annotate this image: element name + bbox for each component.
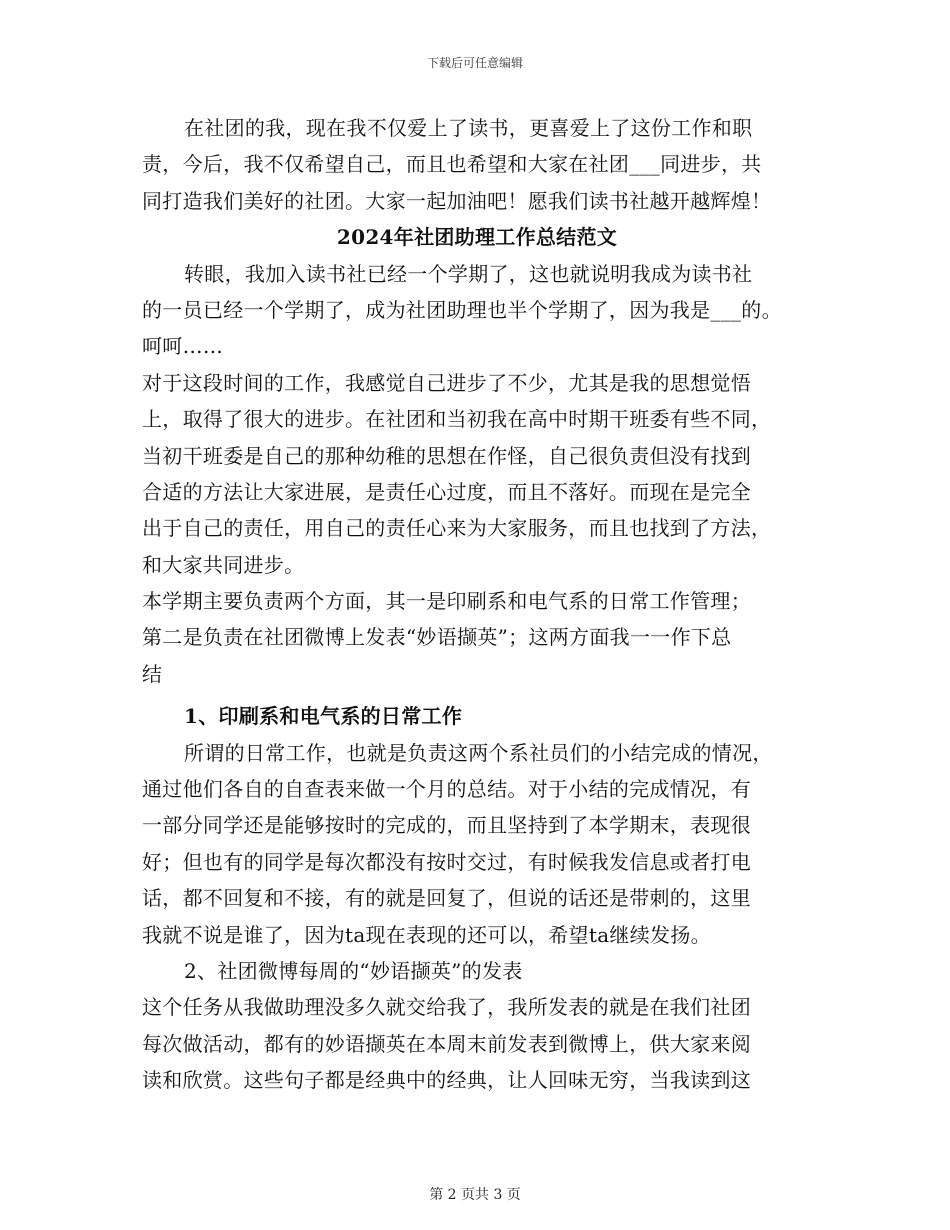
paragraph-line: 当初干班委是自己的那种幼稚的思想在作怪，自己很负责但没有找到: [142, 443, 751, 468]
paragraph-line: 出于自己的责任，用自己的责任心来为大家服务，而且也找到了方法，: [142, 516, 772, 541]
paragraph-line: 每次做活动，都有的妙语撷英在本周末前发表到微博上，供大家来阅: [142, 1031, 751, 1056]
paragraph-line: 合适的方法让大家进展，是责任心过度，而且不落好。而现在是完全: [142, 479, 751, 504]
section-heading: 2、社团微博每周的“妙语撷英”的发表: [184, 958, 523, 983]
paragraph-line: 一部分同学还是能够按时的完成的，而且坚持到了本学期末，表现很: [142, 813, 751, 838]
paragraph-line: 转眼，我加入读书社已经一个学期了，这也就说明我成为读书社: [184, 261, 753, 286]
paragraph-line: 通过他们各自的自查表来做一个月的总结。对于小结的完成情况，有: [142, 777, 751, 802]
page-header: 下载后可任意编辑: [426, 56, 523, 70]
paragraph-line: 在社团的我，现在我不仅爱上了读书，更喜爱上了这份工作和职: [184, 116, 753, 140]
document-body: [142, 110, 812, 1099]
paragraph-line: 第二是负责在社团微博上发表“妙语撷英”；这两方面我一一作下总: [142, 625, 732, 650]
section-heading: 1、印刷系和电气系的日常工作: [184, 704, 463, 729]
page-footer: 第 2 页共 3 页: [429, 1187, 521, 1203]
paragraph-line: 这个任务从我做助理没多久就交给我了，我所发表的就是在我们社团: [142, 995, 751, 1020]
paragraph-line: 的一员已经一个学期了，成为社团助理也半个学期了，因为我是___的。: [142, 297, 782, 322]
paragraph-line: 上，取得了很大的进步。在社团和当初我在高中时期干班委有些不同，: [142, 407, 772, 432]
paragraph-line: 同打造我们美好的社团。大家一起加油吧！愿我们读书社越开越辉煌！: [142, 188, 772, 213]
paragraph-line: 本学期主要负责两个方面，其一是印刷系和电气系的日常工作管理；: [142, 589, 751, 614]
paragraph-line: 和大家共同进步。: [142, 552, 305, 577]
paragraph-line: 结: [142, 661, 163, 686]
paragraph-line: 呵呵……: [142, 334, 224, 359]
paragraph-line: 我就不说是谁了，因为ta现在表现的还可以，希望ta继续发扬。: [142, 922, 711, 947]
paragraph-line: 责，今后，我不仅希望自己，而且也希望和大家在社团___同进步，共: [142, 152, 762, 177]
document-title: 2024年社团助理工作总结范文: [336, 225, 618, 250]
paragraph-line: 对于这段时间的工作，我感觉自己进步了不少，尤其是我的思想觉悟: [142, 370, 751, 395]
paragraph-line: 好；但也有的同学是每次都没有按时交过，有时候我发信息或者打电: [142, 849, 751, 874]
paragraph-line: 读和欣赏。这些句子都是经典中的经典，让人回味无穷，当我读到这: [142, 1068, 751, 1093]
paragraph-line: 所谓的日常工作，也就是负责这两个系社员们的小结完成的情况，: [184, 740, 773, 765]
paragraph-line: 话，都不回复和不接，有的就是回复了，但说的话还是带刺的，这里: [142, 886, 751, 911]
